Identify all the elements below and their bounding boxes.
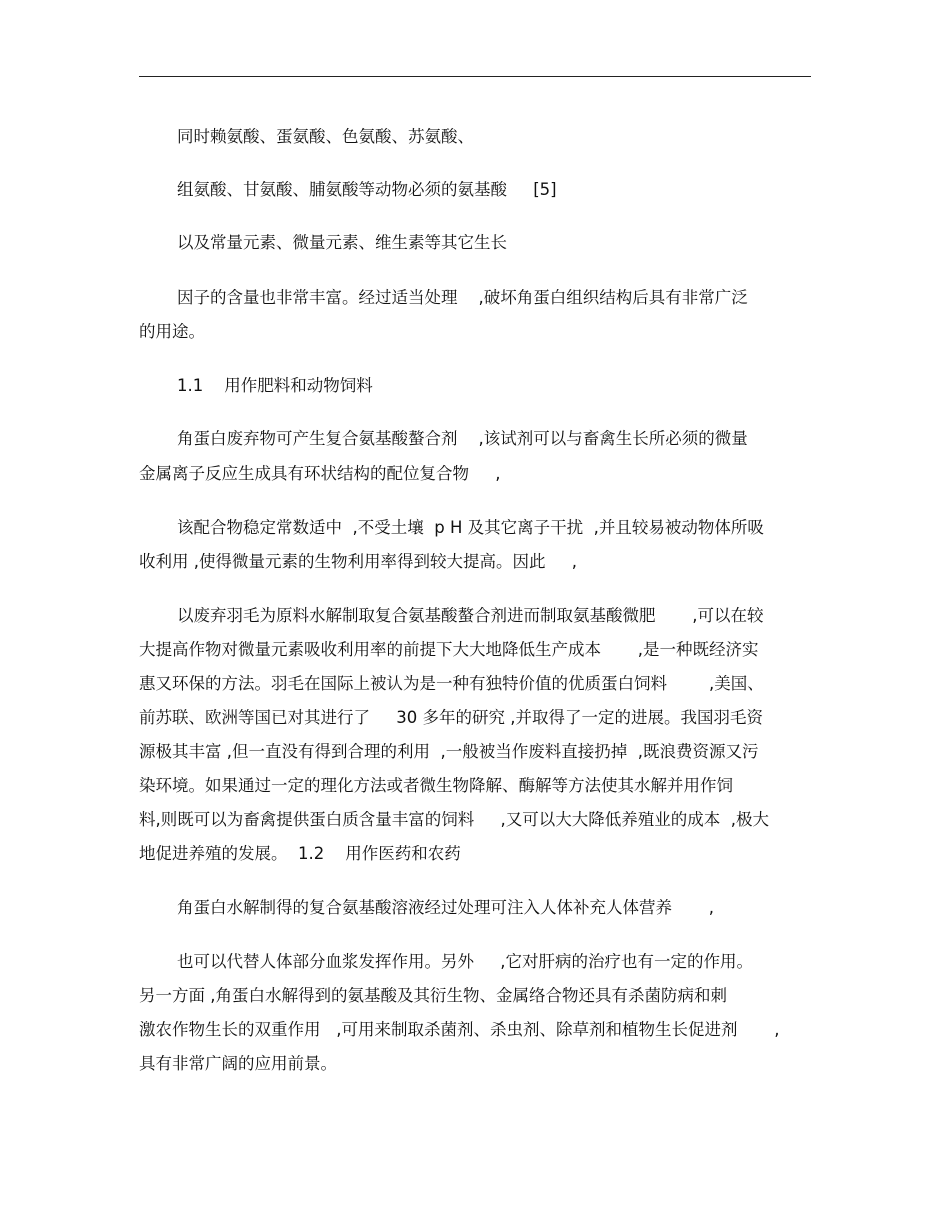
text-line: 料,则既可以为畜禽提供蛋白质含量丰富的饲料 ,又可以大大降低养殖业的成本 ,极大 — [139, 810, 769, 829]
text-line: 该配合物稳定常数适中 ,不受土壤 p H 及其它离子干扰 ,并且较易被动物体所吸 — [177, 518, 764, 537]
text-line: 具有非常广阔的应用前景。 — [139, 1054, 337, 1073]
text-line: 前苏联、欧洲等国已对其进行了 30 多年的研究 ,并取得了一定的进展。我国羽毛资 — [139, 708, 763, 727]
text-line: 因子的含量也非常丰富。经过适当处理 ,破坏角蛋白组织结构后具有非常广泛 — [177, 288, 748, 307]
text-line: 也可以代替人体部分血浆发挥作用。另外 ,它对肝病的治疗也有一定的作用。 — [177, 952, 753, 971]
text-line: 角蛋白水解制得的复合氨基酸溶液经过处理可注入人体补充人体营养 , — [177, 898, 714, 917]
text-line: 以废弃羽毛为原料水解制取复合氨基酸螯合剂进而制取氨基酸微肥 ,可以在较 — [177, 606, 764, 625]
text-line: 地促进养殖的发展。 1.2 用作医药和农药 — [139, 844, 461, 863]
text-line: 源极其丰富 ,但一直没有得到合理的利用 ,一般被当作废料直接扔掉 ,既浪费资源又污 — [139, 742, 759, 761]
text-line: 激农作物生长的双重作用 ,可用来制取杀菌剂、杀虫剂、除草剂和植物生长促进剂 , — [139, 1020, 780, 1039]
text-line: 惠又环保的方法。羽毛在国际上被认为是一种有独特价值的优质蛋白饲料 ,美国、 — [139, 674, 764, 693]
text-line: 金属离子反应生成具有环状结构的配位复合物 , — [139, 464, 501, 483]
text-line: 收利用 ,使得微量元素的生物利用率得到较大提高。因此 , — [139, 552, 577, 571]
text-line: 大提高作物对微量元素吸收利用率的前提下大大地降低生产成本 ,是一种既经济实 — [139, 640, 759, 659]
text-line: 染环境。如果通过一定的理化方法或者微生物降解、酶解等方法使其水解并用作饲 — [139, 776, 733, 795]
section-heading: 1.1 用作肥料和动物饲料 — [177, 376, 373, 395]
text-line: 组氨酸、甘氨酸、脯氨酸等动物必须的氨基酸 [5] — [177, 180, 557, 199]
header-rule — [139, 76, 811, 77]
text-line: 的用途。 — [139, 322, 205, 341]
text-line: 同时赖氨酸、蛋氨酸、色氨酸、苏氨酸、 — [177, 127, 474, 146]
text-line: 角蛋白废弃物可产生复合氨基酸螯合剂 ,该试剂可以与畜禽生长所必须的微量 — [177, 429, 748, 448]
text-line: 以及常量元素、微量元素、维生素等其它生长 — [177, 233, 507, 252]
text-line: 另一方面 ,角蛋白水解得到的氨基酸及其衍生物、金属络合物还具有杀菌防病和刺 — [139, 986, 727, 1005]
